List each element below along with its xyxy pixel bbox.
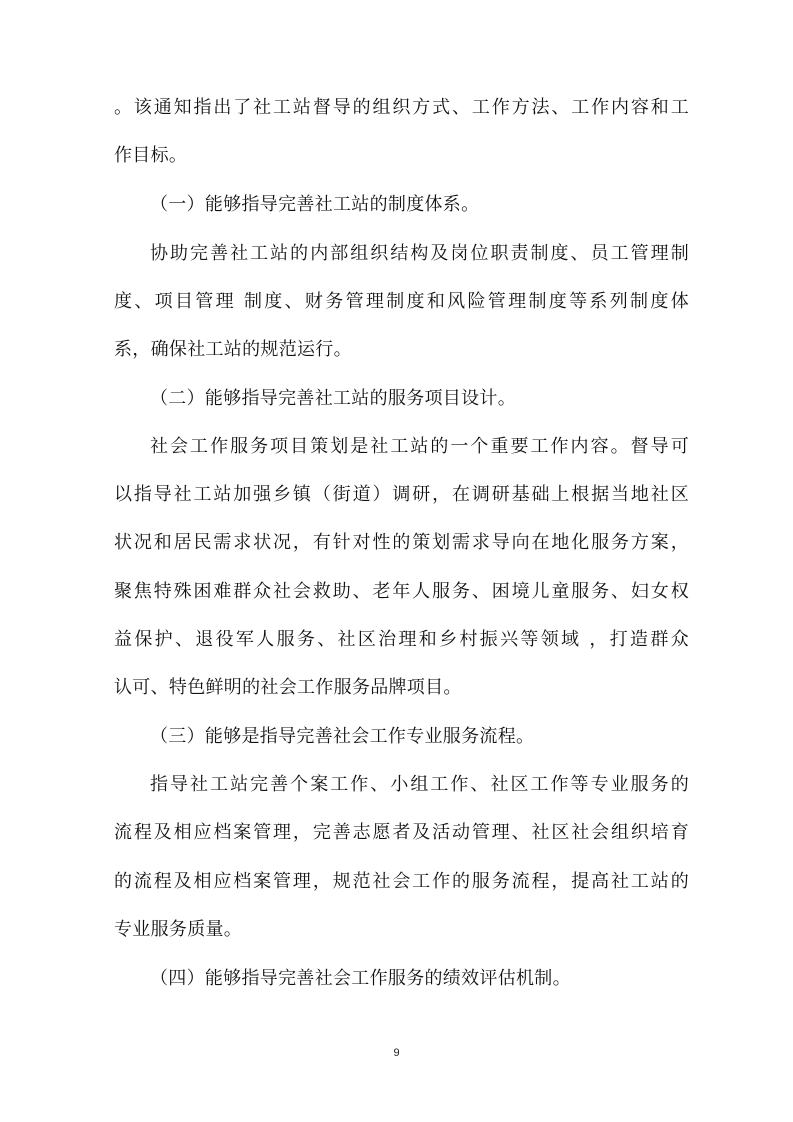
section1-line-1: 协助完善社工站的内部组织结构及岗位职责制度、员工管理制 [150,243,689,264]
section2-line-6: 认可、特色鲜明的社会工作服务品牌项目。 [114,677,462,698]
section3-line-3: 的流程及相应档案管理，规范社会工作的服务流程，提高社工站的 [114,871,689,892]
section2-line-4: 聚焦特殊困难群众社会救助、老年人服务、困境儿童服务、妇女权 [114,581,689,602]
section1-line-2: 度、项目管理 制度、财务管理制度和风险管理制度等系列制度体 [114,291,689,312]
section1-line-3: 系，确保社工站的规范运行。 [114,339,352,360]
section2-line-1: 社会工作服务项目策划是社工站的一个重要工作内容。督导可 [150,436,689,457]
section2-line-2: 以指导社工站加强乡镇（街道）调研，在调研基础上根据当地社区 [114,484,689,505]
section1-heading: （一）能够指导完善社工站的制度体系。 [150,194,480,215]
section3-line-2: 流程及相应档案管理，完善志愿者及活动管理、社区社会组织培育 [114,822,689,843]
section2-line-3: 状况和居民需求状况，有针对性的策划需求导向在地化服务方案， [114,532,689,553]
section3-line-1: 指导社工站完善个案工作、小组工作、社区工作等专业服务的 [150,774,689,795]
section4-heading: （四）能够指导完善社会工作服务的绩效评估机制。 [150,968,571,989]
intro-line-1: 。该通知指出了社工站督导的组织方式、工作方法、工作内容和工 [114,97,689,118]
intro-line-2: 作目标。 [114,145,188,166]
section3-heading: （三）能够是指导完善社会工作专业服务流程。 [150,726,535,747]
section2-line-5: 益保护、退役军人服务、社区治理和乡村振兴等领域 ，打造群众 [114,629,689,650]
page-number: 9 [393,1047,400,1059]
section2-heading: （二）能够指导完善社工站的服务项目设计。 [150,388,516,409]
section3-line-4: 专业服务质量。 [114,919,243,940]
